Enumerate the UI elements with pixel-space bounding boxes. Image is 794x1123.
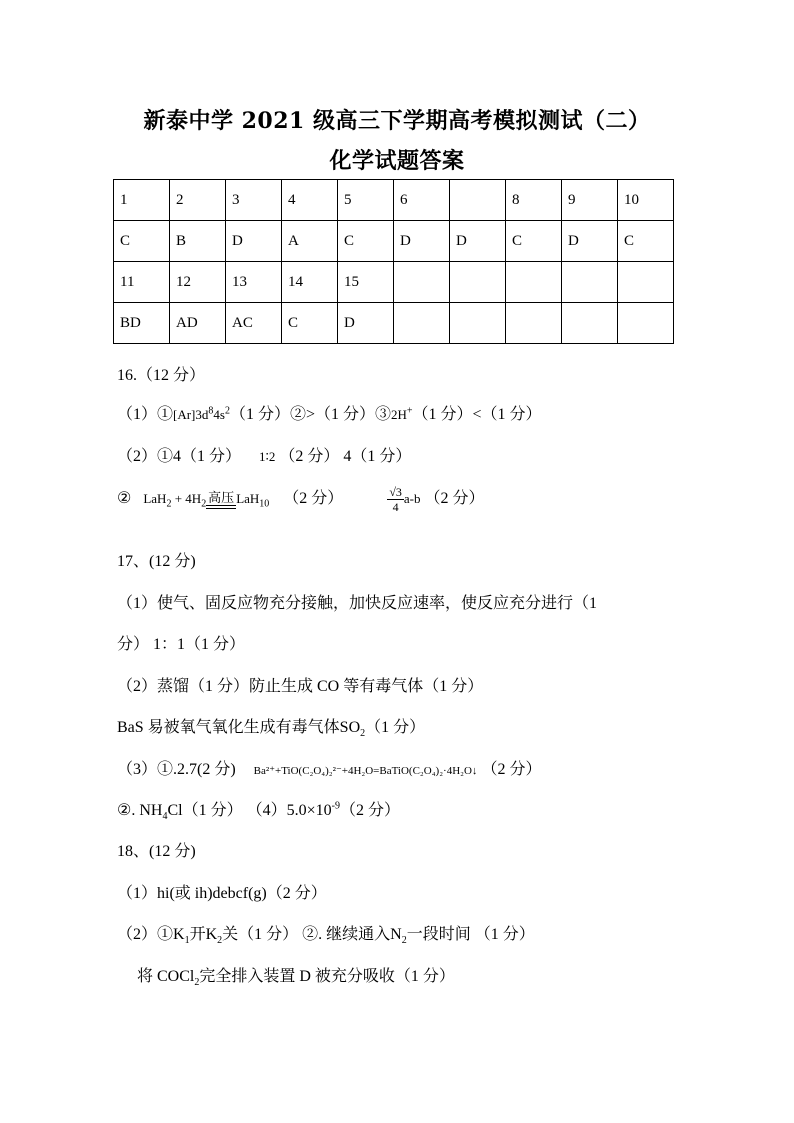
table-cell: D (338, 303, 394, 344)
table-cell: 4 (282, 180, 338, 221)
answer-table-row-3 (114, 262, 674, 303)
condition-label: 高压 (208, 490, 235, 506)
table-cell: D (394, 221, 450, 262)
k2-sub: 2 (217, 935, 223, 947)
electron-config (173, 407, 230, 422)
q16-line-1 (117, 401, 542, 424)
answer-table-row-4 (114, 303, 674, 344)
table-cell: 5 (338, 180, 394, 221)
table-cell: 13 (226, 262, 282, 303)
q16-l1-e: （1 分）<（1 分） (412, 406, 542, 423)
q16-line-2 (117, 443, 411, 466)
q18-l3-b: 完全排入装置 D 被充分吸收（1 分） (199, 968, 455, 985)
q16-l2-a: （2）①4（1 分） (117, 448, 242, 465)
equals-bar (206, 505, 236, 509)
q17-header: 17、(12 分) (117, 553, 196, 570)
table-cell: 1 (114, 180, 170, 221)
plus-h2-text: + 4H (171, 491, 202, 507)
q17-l5-a: （3）①.2.7(2 分) (117, 761, 236, 778)
table-cell: 2 (170, 180, 226, 221)
table-cell: 6 (394, 180, 450, 221)
table-cell (562, 262, 618, 303)
table-cell: 15 (338, 262, 394, 303)
q17-l6-a: ②. NH (117, 802, 163, 819)
q17-line-5 (117, 756, 541, 779)
q18-line-3 (137, 963, 455, 988)
answer-table (113, 179, 674, 344)
table-cell (450, 262, 506, 303)
q17-line-2: 分） 1：1（1 分） (117, 636, 246, 653)
q17-l4-b: （1 分） (365, 719, 426, 736)
q18-line-2 (117, 921, 535, 946)
fraction-denominator: 4 (392, 500, 399, 514)
table-cell (394, 303, 450, 344)
config-part-2: 4s (213, 407, 225, 422)
table-cell (618, 303, 674, 344)
title-line-2: 化学试题答案 (329, 148, 465, 174)
table-cell: 14 (282, 262, 338, 303)
table-cell (450, 303, 506, 344)
q18-header: 18、(12 分) (117, 843, 196, 860)
answer-table-row-2 (114, 221, 674, 262)
q16-l3-b: （2 分） (283, 490, 344, 508)
lah2-sub: 2 (166, 498, 172, 510)
q17-l6-b: Cl（1 分） （4）5.0×10 (167, 802, 332, 819)
table-cell: D (450, 221, 506, 262)
table-cell: C (114, 221, 170, 262)
fraction-numerator: √3 (389, 485, 402, 499)
title-line-1: 新泰中学 2021 级高三下学期高考模拟测试（二） (143, 108, 651, 134)
q16-l3-a: ② (117, 490, 132, 508)
table-cell: D (226, 221, 282, 262)
table-cell (506, 262, 562, 303)
q16-l1-c: （1 分）②>（1 分）③ (229, 406, 391, 423)
so2-sub: 2 (360, 728, 366, 740)
q17-line-6 (117, 797, 400, 822)
table-cell (394, 262, 450, 303)
cocl2-sub: 2 (194, 977, 200, 989)
q17-l6-c: （2 分） (339, 802, 400, 819)
hydrogen-ion-charge: + (406, 405, 413, 417)
q16-line-3 (117, 485, 485, 514)
table-cell: A (282, 221, 338, 262)
ratio-value: 1∶2 (259, 449, 276, 464)
ab-text: a-b (403, 491, 421, 507)
lah10-text: LaH (236, 491, 260, 507)
table-cell: D (562, 221, 618, 262)
table-cell: C (282, 303, 338, 344)
q18-l2-c: 关（1 分） ②. 继续通入N (222, 926, 402, 943)
q17-l5-b: （2 分） (481, 761, 542, 778)
q18-line-1: （1）hi(或 ih)debcf(g)（2 分） (117, 885, 327, 902)
table-cell: 8 (506, 180, 562, 221)
table-cell (450, 180, 506, 221)
lah2-text: LaH (143, 491, 167, 507)
table-cell: 10 (618, 180, 674, 221)
hydrogen-ion-text: 2H (391, 407, 407, 422)
hydrogen-ion (391, 407, 413, 422)
q16-l1-a: （1）① (117, 406, 174, 423)
q16-header: 16.（12 分） (117, 367, 206, 384)
reaction-condition-arrow (206, 491, 236, 509)
n2-sub: 2 (401, 935, 407, 947)
table-cell: 9 (562, 180, 618, 221)
barium-equation: Ba²⁺+TiO(C₂O₄)₂²⁻+4H₂O=BaTiO(C₂O₄)₂·4H₂O↓ (253, 765, 478, 777)
table-cell (618, 262, 674, 303)
nh4-sub: 4 (162, 811, 168, 823)
fraction (387, 485, 404, 514)
table-cell: 12 (170, 262, 226, 303)
q18-l3-a: 将 COCl (137, 968, 195, 985)
h2-sub: 2 (201, 498, 207, 510)
q17-line-4 (117, 714, 425, 739)
table-cell: 11 (114, 262, 170, 303)
reaction-equation (143, 490, 270, 510)
table-cell: BD (114, 303, 170, 344)
table-cell: 3 (226, 180, 282, 221)
table-cell: C (338, 221, 394, 262)
q16-l2-c: （2 分） 4（1 分） (279, 448, 412, 465)
table-cell: C (618, 221, 674, 262)
q18-l2-b: 开K (189, 926, 218, 943)
config-sup-1: 8 (208, 405, 214, 417)
exponent-sup: -9 (331, 800, 340, 812)
answer-table-row-1 (114, 180, 674, 221)
q18-l2-a: （2）①K (117, 926, 185, 943)
q17-l4-a: BaS 易被氧气氧化生成有毒气体SO (117, 719, 361, 736)
table-cell: C (506, 221, 562, 262)
q18-l2-d: 一段时间 （1 分） (406, 926, 535, 943)
q17-line-3: （2）蒸馏（1 分）防止生成 CO 等有毒气体（1 分） (117, 678, 484, 695)
table-cell (562, 303, 618, 344)
config-part-1: [Ar]3d (173, 407, 209, 422)
k1-sub: 1 (184, 935, 190, 947)
config-sup-2: 2 (224, 405, 230, 417)
table-cell (506, 303, 562, 344)
q17-line-1: （1）使气、固反应物充分接触，加快反应速率，使反应充分进行（1 (117, 595, 598, 612)
table-cell: AC (226, 303, 282, 344)
lah10-sub: 10 (259, 498, 270, 510)
q16-l3-c: （2 分） (424, 490, 485, 508)
table-cell: AD (170, 303, 226, 344)
table-cell: B (170, 221, 226, 262)
